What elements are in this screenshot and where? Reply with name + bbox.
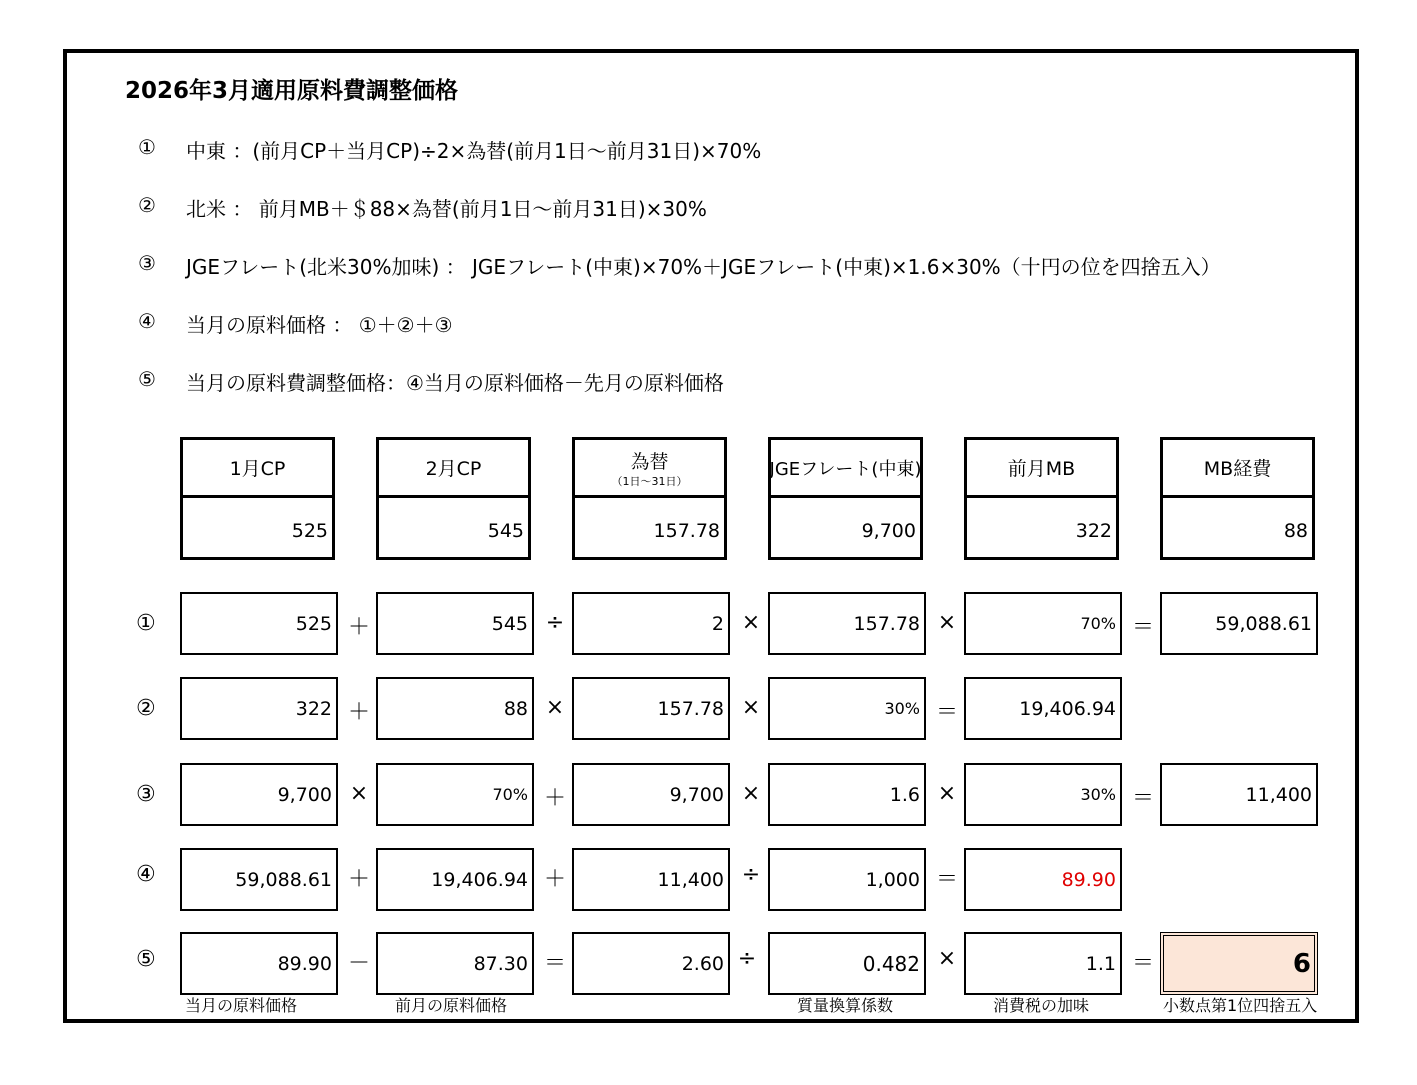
current-material-price-cell: 89.90 bbox=[964, 848, 1122, 911]
calc-cell: 87.30 bbox=[376, 932, 534, 995]
calc-cell: 1.6 bbox=[768, 763, 926, 826]
calc-cell: 157.78 bbox=[572, 677, 730, 740]
operator: ＋ bbox=[347, 867, 370, 892]
operator: × bbox=[741, 781, 761, 806]
operator: ÷ bbox=[545, 610, 565, 635]
calc-cell: 89.90 bbox=[180, 932, 338, 995]
rule-text: 当月の原料価格 ： ①＋②＋③ bbox=[186, 313, 453, 337]
calc-cell: 1,000 bbox=[768, 848, 926, 911]
header-label: 1月CP bbox=[229, 458, 286, 480]
row-label: ⑤ bbox=[136, 947, 156, 972]
header-value: 525 bbox=[291, 519, 328, 542]
calc-cell: 9,700 bbox=[572, 763, 730, 826]
header-box-mb-expense bbox=[1160, 437, 1315, 560]
calc-cell: 525 bbox=[180, 592, 338, 655]
row-label: ④ bbox=[136, 862, 156, 887]
calc-cell bbox=[964, 763, 1122, 826]
rule-text: 中東 ：(前月CP＋当月CP)÷2×為替(前月1日～前月31日)×70% bbox=[186, 139, 762, 163]
header-box-exchange-rate bbox=[572, 437, 727, 560]
operator: ÷ bbox=[737, 946, 757, 971]
percent-value: 70% bbox=[1080, 614, 1116, 633]
header-value: 545 bbox=[487, 519, 524, 542]
percent-value: 30% bbox=[1080, 785, 1116, 804]
result-cell: 59,088.61 bbox=[1160, 592, 1318, 655]
operator: ＝ bbox=[935, 700, 958, 725]
operator: ＋ bbox=[543, 867, 566, 892]
final-result-cell: 6 bbox=[1160, 932, 1318, 995]
operator: ＋ bbox=[347, 700, 370, 725]
header-box-jan-cp bbox=[180, 437, 335, 560]
header-value: 9,700 bbox=[861, 519, 916, 542]
header-value: 88 bbox=[1283, 519, 1308, 542]
page-title: 2026年3月適用原料費調整価格 bbox=[125, 78, 459, 104]
calc-cell: 322 bbox=[180, 677, 338, 740]
result-cell: 19,406.94 bbox=[964, 677, 1122, 740]
calc-cell: 88 bbox=[376, 677, 534, 740]
operator: × bbox=[937, 610, 957, 635]
calc-cell: 19,406.94 bbox=[376, 848, 534, 911]
header-box-prev-mb bbox=[964, 437, 1119, 560]
header-box-jge-freight bbox=[768, 437, 923, 560]
rule-number: ① bbox=[138, 135, 156, 159]
calc-cell bbox=[768, 677, 926, 740]
operator: × bbox=[349, 781, 369, 806]
calc-cell: 9,700 bbox=[180, 763, 338, 826]
rule-number: ⑤ bbox=[138, 367, 156, 391]
rule-text: JGEフレート(北米30%加味) ： JGEフレート(中東)×70%＋JGEフレート(中東)×1.6×30%（十円の位を四捨五入） bbox=[186, 255, 1221, 279]
operator: × bbox=[741, 695, 761, 720]
header-label: 為替 bbox=[630, 451, 669, 473]
row-label: ② bbox=[136, 696, 156, 721]
header-box-feb-cp bbox=[376, 437, 531, 560]
rule-number: ④ bbox=[138, 309, 156, 333]
operator: ＝ bbox=[1131, 786, 1154, 811]
operator: － bbox=[347, 951, 370, 976]
rule-number: ③ bbox=[138, 251, 156, 275]
header-value: 322 bbox=[1075, 519, 1112, 542]
rule-text: 北米 ： 前月MB＋＄88×為替(前月1日～前月31日)×30% bbox=[186, 197, 707, 221]
operator: ＋ bbox=[347, 615, 370, 640]
operator: × bbox=[741, 610, 761, 635]
calc-cell: 157.78 bbox=[768, 592, 926, 655]
operator: ＝ bbox=[543, 951, 566, 976]
percent-value: 30% bbox=[884, 699, 920, 718]
operator: ＝ bbox=[935, 867, 958, 892]
caption-current-price: 当月の原料価格 bbox=[185, 996, 298, 1015]
rule-number: ② bbox=[138, 193, 156, 217]
caption-previous-price: 前月の原料価格 bbox=[395, 996, 508, 1015]
operator: ＝ bbox=[1131, 615, 1154, 640]
calc-cell: 1.1 bbox=[964, 932, 1122, 995]
result-cell: 11,400 bbox=[1160, 763, 1318, 826]
calc-cell: 11,400 bbox=[572, 848, 730, 911]
header-label: 前月MB bbox=[1007, 458, 1076, 480]
operator: × bbox=[937, 781, 957, 806]
calc-cell: 545 bbox=[376, 592, 534, 655]
caption-rounding: 小数点第1位四捨五入 bbox=[1163, 996, 1318, 1015]
header-label: JGEフレート(中東) bbox=[769, 458, 922, 480]
operator: ＋ bbox=[543, 786, 566, 811]
rule-text: 当月の原料費調整価格：④当月の原料価格－先月の原料価格 bbox=[186, 371, 724, 395]
header-label: 2月CP bbox=[425, 458, 482, 480]
calc-cell: 2 bbox=[572, 592, 730, 655]
header-value: 157.78 bbox=[653, 519, 720, 542]
calc-cell: 2.60 bbox=[572, 932, 730, 995]
operator: ＝ bbox=[1131, 951, 1154, 976]
operator: × bbox=[545, 695, 565, 720]
row-label: ③ bbox=[136, 782, 156, 807]
percent-value: 70% bbox=[492, 785, 528, 804]
row-label: ① bbox=[136, 611, 156, 636]
header-label: MB経費 bbox=[1203, 458, 1272, 480]
calc-cell bbox=[376, 763, 534, 826]
calc-cell: 0.482 bbox=[768, 932, 926, 995]
caption-consumption-tax: 消費税の加味 bbox=[993, 996, 1090, 1015]
header-sublabel: （1日～31日） bbox=[611, 475, 688, 488]
calc-cell bbox=[964, 592, 1122, 655]
operator: ÷ bbox=[741, 862, 761, 887]
operator: × bbox=[937, 946, 957, 971]
caption-mass-coefficient: 質量換算係数 bbox=[797, 996, 894, 1015]
calc-cell: 59,088.61 bbox=[180, 848, 338, 911]
